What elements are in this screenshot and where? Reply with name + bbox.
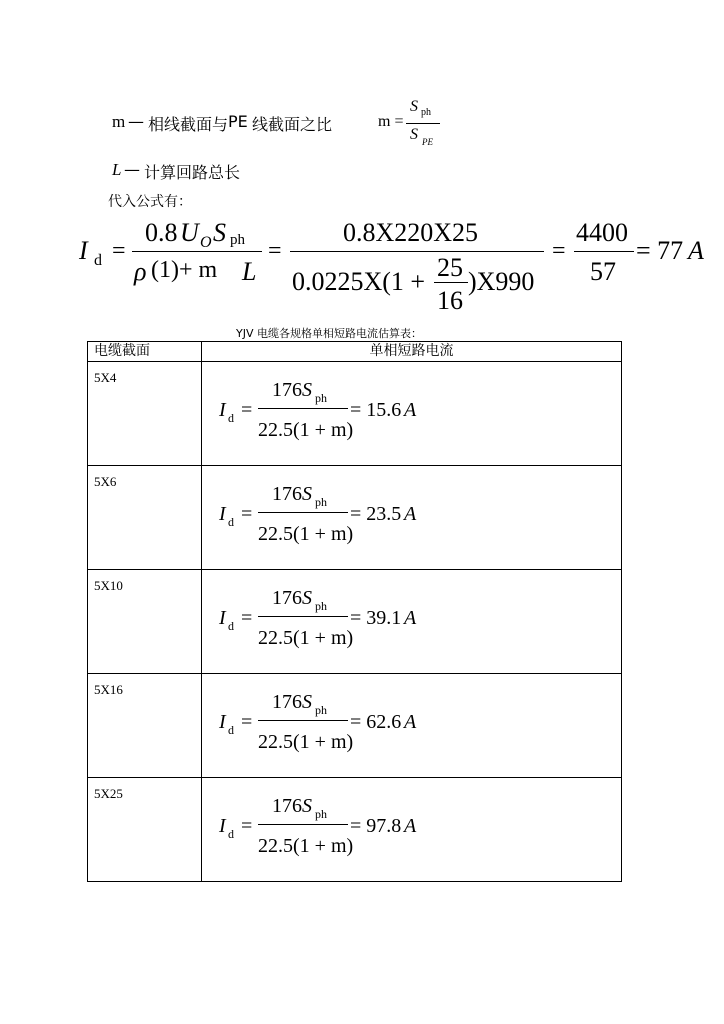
main-formula bbox=[0, 212, 724, 322]
ampere-unit: A bbox=[404, 503, 417, 525]
equals-sign: = bbox=[241, 711, 253, 733]
result-value: = 23.5 bbox=[350, 503, 402, 525]
numerator-s: S bbox=[302, 691, 312, 713]
result-value: = 39.1 bbox=[350, 607, 402, 629]
f2-fraction-bar bbox=[290, 251, 544, 252]
table-caption: YJV 电缆各规格单相短路电流估算表： bbox=[236, 327, 422, 340]
result-value: = 62.6 bbox=[350, 711, 402, 733]
numerator-coef: 176 bbox=[272, 691, 302, 713]
ampere-unit: A bbox=[404, 711, 417, 733]
cable-spec: 5X4 bbox=[88, 362, 202, 466]
id-symbol: I bbox=[219, 815, 226, 837]
f2-inner-denominator: 16 bbox=[437, 286, 463, 315]
f1-s-symbol: S bbox=[213, 218, 226, 247]
id-symbol: I bbox=[219, 607, 226, 629]
result-value: = 15.6 bbox=[350, 399, 402, 421]
f1-l-symbol: L bbox=[242, 257, 257, 286]
ampere-unit: A bbox=[688, 236, 704, 265]
cable-spec: 5X25 bbox=[88, 778, 202, 882]
numerator-coef: 176 bbox=[272, 379, 302, 401]
m-description: 相线截面与 bbox=[148, 115, 229, 134]
f1-fraction-bar bbox=[132, 251, 262, 252]
equals-sign: = bbox=[552, 238, 566, 264]
em-dash: — bbox=[128, 112, 144, 131]
short-circuit-table bbox=[87, 341, 622, 882]
table-row bbox=[88, 466, 622, 570]
substitution-intro: 代入公式有： bbox=[108, 194, 192, 210]
cable-spec: 5X16 bbox=[88, 674, 202, 778]
ampere-unit: A bbox=[404, 815, 417, 837]
s-ph-subscript: ph bbox=[421, 107, 431, 118]
cable-spec: 5X10 bbox=[88, 570, 202, 674]
f1-rho-symbol: ρ bbox=[134, 257, 147, 286]
id-symbol: I bbox=[79, 236, 88, 265]
denominator: 22.5(1 + m) bbox=[258, 835, 354, 857]
header-cable-section: 电缆截面 bbox=[88, 342, 202, 362]
numerator-s: S bbox=[302, 379, 312, 401]
pe-abbrev: PE bbox=[228, 112, 248, 131]
numerator-coef: 176 bbox=[272, 795, 302, 817]
cable-spec: 5X6 bbox=[88, 466, 202, 570]
numerator-subscript: ph bbox=[315, 807, 327, 821]
m-description-2: 线截面之比 bbox=[252, 115, 333, 134]
id-symbol: I bbox=[219, 503, 226, 525]
id-subscript: d bbox=[94, 252, 102, 269]
estimate-formula bbox=[202, 362, 621, 457]
f1-u-symbol: U bbox=[180, 218, 199, 247]
denominator: 22.5(1 + m) bbox=[258, 731, 354, 753]
s-pe-subscript: PE bbox=[422, 137, 433, 147]
estimate-formula bbox=[202, 778, 621, 873]
em-dash: — bbox=[124, 160, 140, 179]
f3-denominator: 57 bbox=[590, 257, 616, 286]
numerator-s: S bbox=[302, 483, 312, 505]
f1-denominator: (1)+ m bbox=[151, 257, 218, 283]
id-subscript: d bbox=[228, 619, 234, 633]
m-equals: m = bbox=[378, 113, 404, 130]
equals-sign: = bbox=[241, 607, 253, 629]
formula-cell bbox=[202, 570, 622, 674]
ampere-unit: A bbox=[404, 607, 417, 629]
numerator-subscript: ph bbox=[315, 495, 327, 509]
numerator-s: S bbox=[302, 587, 312, 609]
f1-s-subscript: ph bbox=[230, 232, 245, 248]
f2-inner-numerator: 25 bbox=[437, 253, 463, 282]
equals-sign: = bbox=[268, 238, 282, 264]
f3-fraction-bar bbox=[574, 251, 634, 252]
table-row bbox=[88, 570, 622, 674]
equals-sign: = bbox=[241, 399, 253, 421]
id-subscript: d bbox=[228, 723, 234, 737]
header-short-circuit-current: 单相短路电流 bbox=[202, 342, 622, 362]
m-symbol: m bbox=[112, 112, 126, 131]
numerator-subscript: ph bbox=[315, 703, 327, 717]
numerator-subscript: ph bbox=[315, 599, 327, 613]
equals-sign: = bbox=[112, 238, 126, 264]
fraction-bar bbox=[258, 720, 348, 721]
id-subscript: d bbox=[228, 515, 234, 529]
table-header-row bbox=[88, 342, 622, 362]
id-subscript: d bbox=[228, 411, 234, 425]
formula-cell bbox=[202, 674, 622, 778]
fraction-bar bbox=[258, 408, 348, 409]
denominator: 22.5(1 + m) bbox=[258, 627, 354, 649]
f2-denominator-part-a: 0.0225X(1 + bbox=[292, 267, 426, 296]
equals-sign: = bbox=[241, 503, 253, 525]
formula-cell bbox=[202, 362, 622, 466]
fraction-bar bbox=[258, 824, 348, 825]
f1-u-subscript: O bbox=[200, 234, 212, 251]
table-row bbox=[88, 778, 622, 882]
fraction-bar bbox=[258, 616, 348, 617]
table-row bbox=[88, 362, 622, 466]
result-value: = 97.8 bbox=[350, 815, 402, 837]
fraction-bar bbox=[258, 512, 348, 513]
f2-denominator-part-b: )X990 bbox=[468, 267, 535, 296]
denominator: 22.5(1 + m) bbox=[258, 419, 354, 441]
table-row bbox=[88, 674, 622, 778]
numerator-coef: 176 bbox=[272, 587, 302, 609]
f2-numerator: 0.8X220X25 bbox=[343, 218, 479, 247]
estimate-formula bbox=[202, 466, 621, 561]
m-fraction bbox=[406, 96, 442, 148]
l-symbol: L bbox=[112, 160, 122, 179]
id-subscript: d bbox=[228, 827, 234, 841]
f2-inner-fraction-bar bbox=[434, 282, 468, 283]
estimate-formula bbox=[202, 674, 621, 769]
formula-cell bbox=[202, 778, 622, 882]
final-result: = 77 bbox=[636, 236, 684, 265]
f3-numerator: 4400 bbox=[576, 218, 628, 247]
numerator-subscript: ph bbox=[315, 391, 327, 405]
equals-sign: = bbox=[241, 815, 253, 837]
formula-cell bbox=[202, 466, 622, 570]
numerator-s: S bbox=[302, 795, 312, 817]
id-symbol: I bbox=[219, 711, 226, 733]
s-ph-symbol: S bbox=[410, 98, 418, 115]
estimate-formula bbox=[202, 570, 621, 665]
m-fraction-bar bbox=[406, 123, 440, 124]
denominator: 22.5(1 + m) bbox=[258, 523, 354, 545]
f1-coefficient: 0.8 bbox=[145, 218, 178, 247]
ampere-unit: A bbox=[404, 399, 417, 421]
numerator-coef: 176 bbox=[272, 483, 302, 505]
id-symbol: I bbox=[219, 399, 226, 421]
s-pe-symbol: S bbox=[410, 126, 418, 143]
l-description: 计算回路总长 bbox=[144, 163, 241, 182]
